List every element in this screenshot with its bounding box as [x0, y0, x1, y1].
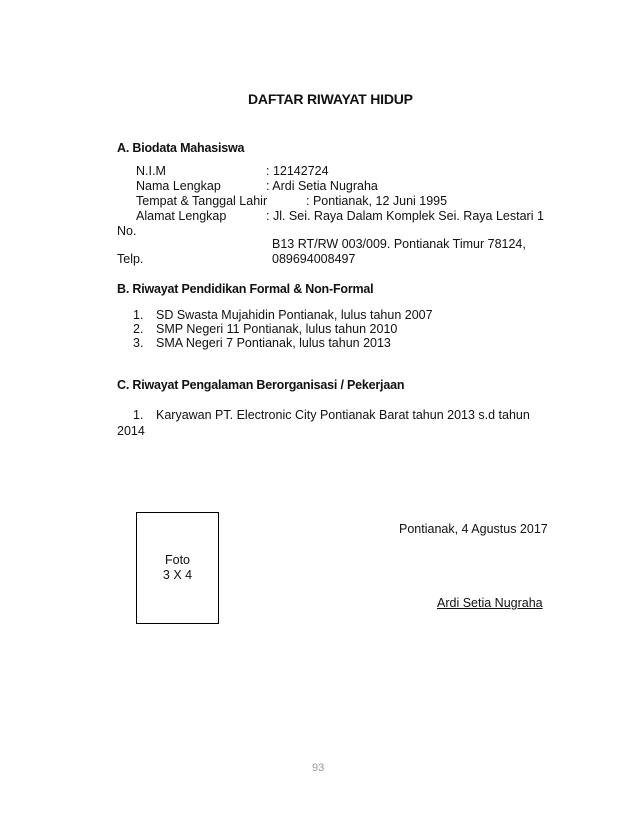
- nim-value: : 12142724: [266, 164, 329, 178]
- address-wrap: No.: [117, 224, 137, 238]
- work-item-text: Karyawan PT. Electronic City Pontianak Barat tahun 2013 s.d tahun: [156, 408, 530, 422]
- work-item-number: 1.: [133, 408, 144, 422]
- section-a-heading: A. Biodata Mahasiswa: [117, 141, 245, 155]
- phone-label: Telp.: [117, 252, 144, 266]
- signature-place-date: Pontianak, 4 Agustus 2017: [399, 522, 548, 536]
- education-item-text: SMA Negeri 7 Pontianak, lulus tahun 2013: [156, 336, 391, 350]
- education-item-number: 3.: [133, 336, 144, 350]
- page-number: 93: [312, 762, 325, 774]
- nim-label: N.I.M: [136, 164, 166, 178]
- section-b-heading: B. Riwayat Pendidikan Formal & Non-Formal: [117, 282, 374, 296]
- address-line2: B13 RT/RW 003/009. Pontianak Timur 78124,: [272, 237, 526, 251]
- work-item-wrap: 2014: [117, 424, 145, 438]
- photo-placeholder: [136, 512, 219, 624]
- birth-value: : Pontianak, 12 Juni 1995: [306, 194, 448, 208]
- document-title: DAFTAR RIWAYAT HIDUP: [248, 91, 413, 107]
- photo-label-line1: Foto: [164, 553, 190, 567]
- phone-value: 089694008497: [272, 252, 356, 266]
- name-label: Nama Lengkap: [136, 179, 221, 193]
- education-item-number: 2.: [133, 322, 144, 336]
- education-item-text: SD Swasta Mujahidin Pontianak, lulus tahun 2007: [156, 308, 433, 322]
- address-label: Alamat Lengkap: [136, 209, 227, 223]
- name-value: : Ardi Setia Nugraha: [266, 179, 378, 193]
- education-item-number: 1.: [133, 308, 144, 322]
- signature-name: Ardi Setia Nugraha: [437, 596, 543, 610]
- section-c-heading: C. Riwayat Pengalaman Berorganisasi / Pekerjaan: [117, 378, 405, 392]
- birth-label: Tempat & Tanggal Lahir: [136, 194, 268, 208]
- education-item-text: SMP Negeri 11 Pontianak, lulus tahun 2010: [156, 322, 398, 336]
- photo-label-line2: 3 X 4: [162, 568, 193, 582]
- address-value: : Jl. Sei. Raya Dalam Komplek Sei. Raya Lestari 1: [266, 209, 544, 223]
